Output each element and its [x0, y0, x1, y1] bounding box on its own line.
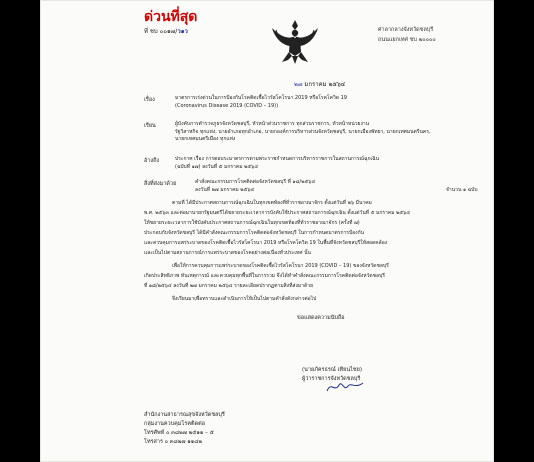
issuing-office: ศาลากลางจังหวัดชลบุรี	[378, 27, 434, 33]
reference-text: ประกาศ เรื่อง การตอบระมาตรการตามพระราชกำหนดการบริหารราชการในสถานการณ์ฉุกเฉิน (ฉบับที่ ๑๗) ลงวันที่ ๕ มกราคม ๒๕๖๔	[175, 156, 380, 170]
footer-office: สำนักงานสาธารณสุขจังหวัดชลบุรี	[144, 412, 225, 418]
recipient-label: เรียน	[144, 123, 156, 129]
document-page	[40, 0, 494, 462]
footer-division: กลุ่มงานควบคุมโรคติดต่อ	[144, 421, 206, 427]
garuda-emblem-icon	[270, 18, 320, 66]
reference-label: อ้างถึง	[144, 158, 160, 164]
signatory-name: (นายภัครธรณ์ เทียนไชย)	[302, 367, 362, 373]
body-paragraph-1: ตามที่ ได้มีประกาศสถานการณ์ฉุกเฉินในทุกเขตท้องที่ทั่วราชอาณาจักร ตั้งแต่วันที่ ๒๖ มีนาคม พ.ศ. ๒๕๖๓ และต่อมานายกรัฐมนตรีได้ขยายระยะเวลาการบังคับใช้ประกาศสถานการณ์ฉุกเฉิน ตั้งแต่วันที่ ๕ มกราคม ๒๕๖๔ ให้ขยายระยะเวลาการใช้บังคับประกาศสถานการณ์ฉุกเฉินในทุกเขตท้องที่ทั่วราชอาณาจักร (ครั้งที่ ๗) ประกอบกับจังหวัดชลบุรี ได้มีคำสั่งคณะกรรมการโรคติดต่อจังหวัดชลบุรี ในการกำหนดมาตรการป้องกัน และควบคุมการแพร่ระบาดของโรคติดเชื้อไวรัสโคโรนา 2019 หรือโรคโควิด 19 ในพื้นที่จังหวัดชลบุรีให้สอดคล้อง และเป็นไปตามสถานการณ์การแพร่ระบาดของโรคอย่างต่อเนื่องทั่วประเทศ นั้น	[144, 200, 411, 257]
office-address: ถนนแยกเทศ ชบ ๒๐๐๐๐	[378, 37, 436, 43]
document-number-handwritten: ว๑ว	[177, 28, 188, 35]
footer-phone: โทรศัพท์ ๐ ๓๘๒๗ ๒๕๑๑ – ๕	[144, 430, 214, 436]
closing-phrase: ขอแสดงความนับถือ	[297, 315, 345, 321]
urgent-stamp: ด่วนที่สุด	[144, 9, 198, 25]
attachment-text: คำสั่งคณะกรรมการโรคติดต่อจังหวัดชลบุรี ที่ ๑๘/๒๕๖๔ ลงวันที่ ๒๗ มกราคม ๒๕๖๔	[195, 179, 316, 193]
recipient-text: ผู้บังคับการตำรวจภูธรจังหวัดชลบุรี, หัวหน้าส่วนราชการ ทุกส่วนราชการ, หัวหน้าหน่วยงาน รัฐวิสาหกิจ ทุกแห่ง, นายอำเภอทุกอำเภอ, นายกองค์การบริหารส่วนจังหวัดชลบุรี, นายกเมืองพัทยา, นายกเทศมนตรีนคร, นายกเทศมนตรีเมือง ทุกแห่ง	[175, 121, 431, 143]
subject-text: มาตรการเร่งด่วนในการป้องกันโรคติดเชื้อไวรัสโคโรนา 2019 หรือโรคโควิด 19 (Coronavirus Disease 2019 (COVID – 19))	[175, 95, 347, 109]
attachment-count: จำนวน ๑ ฉบับ	[446, 187, 478, 193]
body-paragraph-3: จึงเรียนมาเพื่อทราบและดำเนินการให้เป็นไปตามคำสั่งดังกล่าวต่อไป	[172, 296, 317, 302]
document-date: ๒๗ มกราคม ๒๕๖๔	[294, 81, 346, 88]
signatory-title: ผู้ว่าราชการจังหวัดชลบุรี	[302, 376, 361, 382]
footer-fax: โทรสาร ๐ ๓๘๒๗ ๑๑๘๒	[144, 439, 203, 445]
document-number: ที่ ชบ ๐๐๑๗/ว๑ว	[144, 28, 188, 35]
subject-label: เรื่อง	[144, 97, 155, 103]
attachment-label: สิ่งที่ส่งมาด้วย	[144, 181, 177, 187]
body-paragraph-2: เพื่อให้การควบคุมการแพร่ระบาดของโรคติดเชื้อไวรัสโคโรนา 2019 (COVID – 19) ของจังหวัดชลบุรี เกิดประสิทธิภาพ ทันเหตุการณ์ และควบคุมทุกพื้นที่ในการรวม จึงได้ทำคำสั่งคณะกรรมการโรคติดต่อจังหวัดชลบุรี ที่ ๑๘/๒๕๖๔ ลงวันที่ ๒๗ มกราคม ๒๕๖๔ รายละเอียดปรากฏตามสิ่งที่ส่งมาด้วย	[144, 263, 389, 290]
